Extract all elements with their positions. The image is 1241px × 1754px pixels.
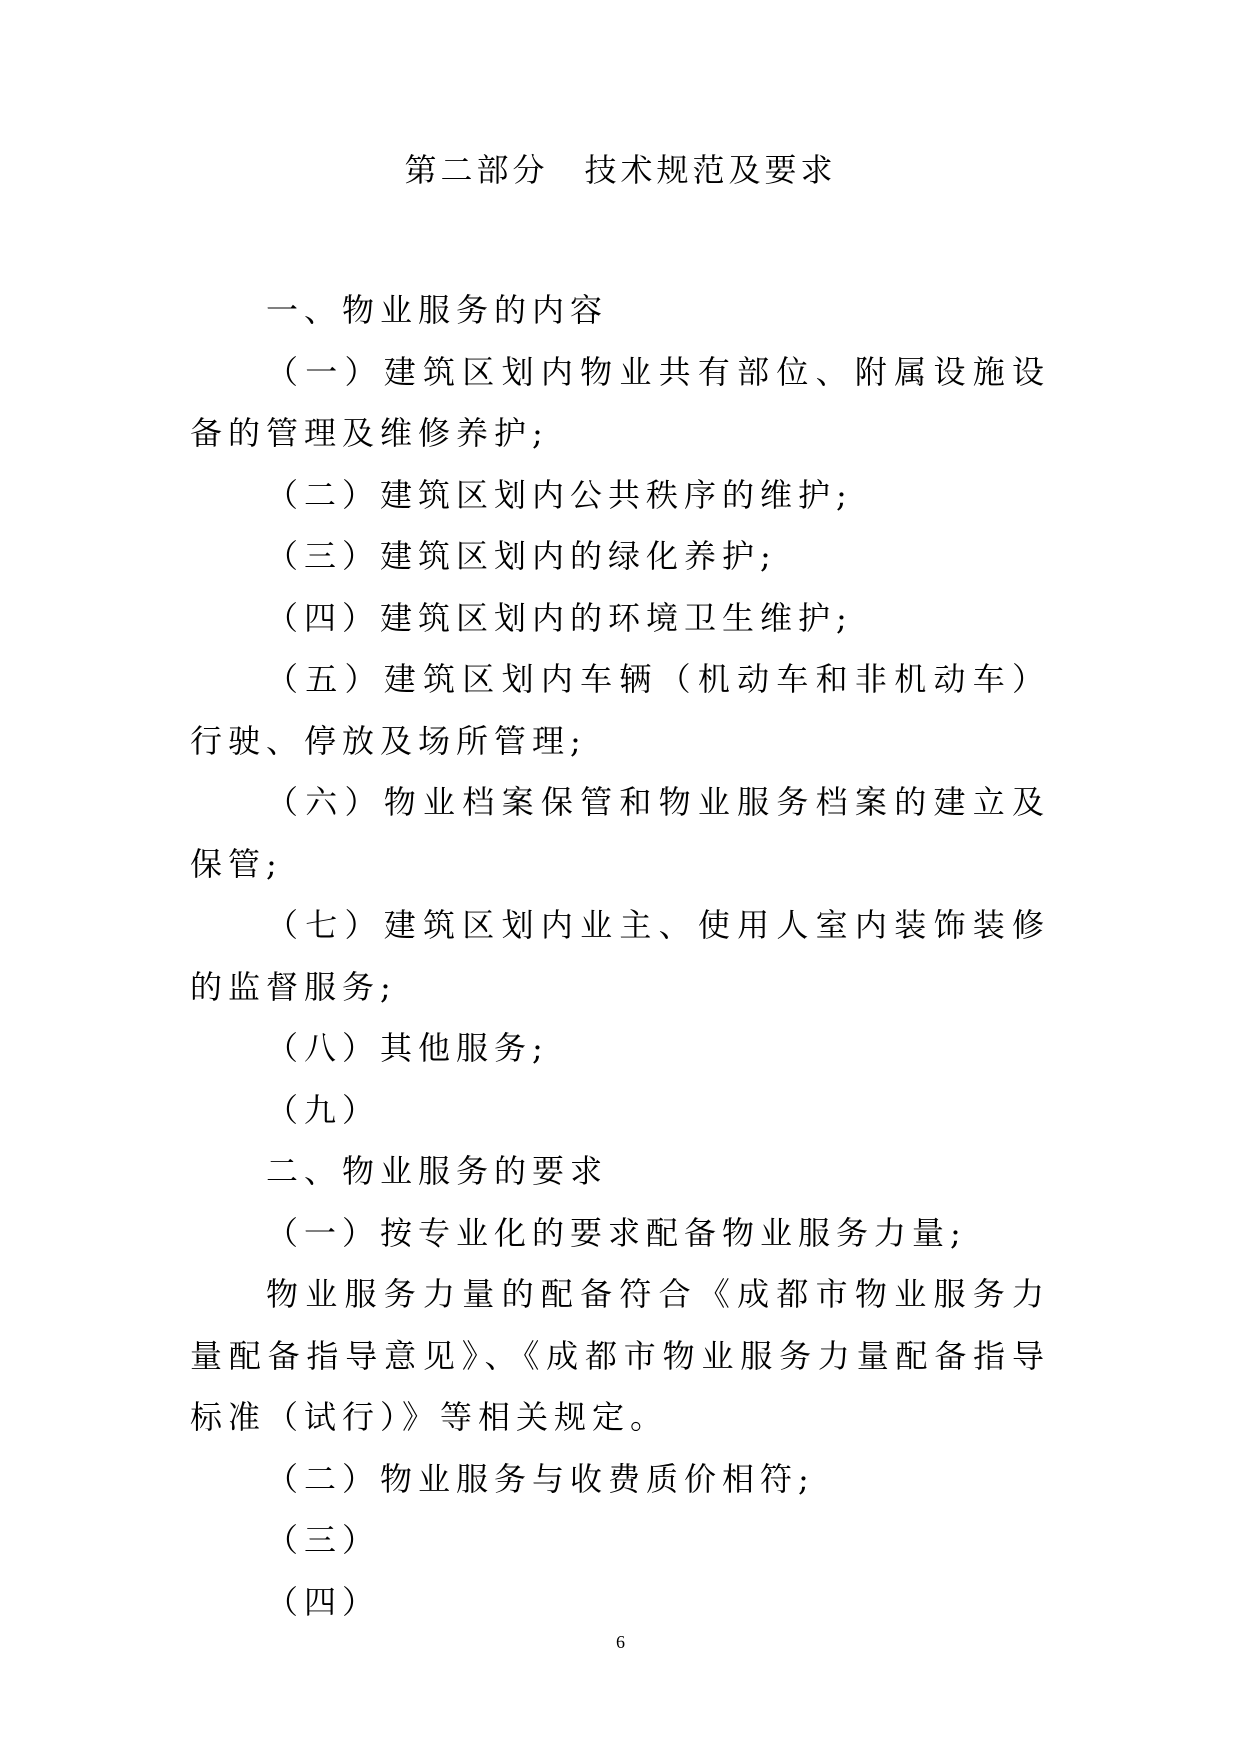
list-item: （七）建筑区划内业主、使用人室内装饰装修的监督服务; [190, 906, 1050, 1006]
document-body [190, 280, 1050, 1633]
list-item: （一）按专业化的要求配备物业服务力量; [266, 1213, 967, 1252]
list-item: （一）建筑区划内物业共有部位、附属设施设备的管理及维修养护; [190, 352, 1050, 452]
list-item: （二）建筑区划内公共秩序的维护; [266, 475, 853, 514]
list-item: （四）建筑区划内的环境卫生维护; [266, 598, 853, 637]
list-item: （五）建筑区划内车辆（机动车和非机动车）行驶、停放及场所管理; [190, 660, 1050, 760]
section-heading-requirements: 二、物业服务的要求 [266, 1152, 609, 1190]
document-title: 第二部分 技术规范及要求 [404, 151, 837, 189]
list-item: （三） [266, 1521, 381, 1559]
page-number: 6 [616, 1632, 625, 1652]
list-item: （二）物业服务与收费质价相符; [266, 1459, 815, 1498]
body-paragraph: 物业服务力量的配备符合《成都市物业服务力量配备指导意见》、《成都市物业服务力量配备指导标准（试行）》等相关规定。 [190, 1275, 1050, 1436]
list-item: （四） [266, 1582, 381, 1621]
list-item: （九） [266, 1090, 381, 1129]
list-item: （六）物业档案保管和物业服务档案的建立及保管; [190, 783, 1050, 883]
list-item: （三）建筑区划内的绿化养护; [266, 537, 777, 575]
list-item: （八）其他服务; [266, 1029, 549, 1067]
section-heading-content: 一、物业服务的内容 [266, 291, 609, 329]
